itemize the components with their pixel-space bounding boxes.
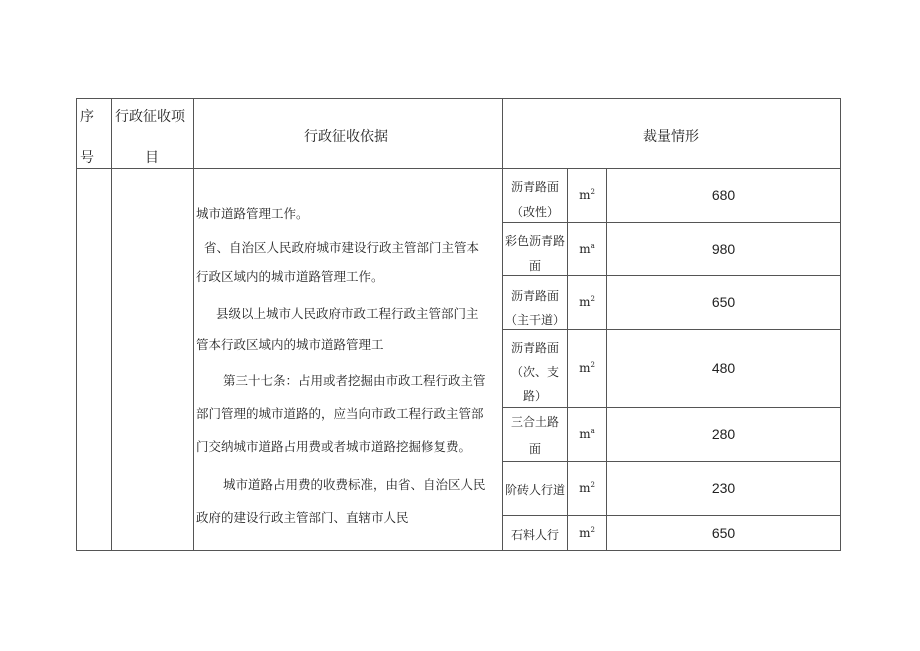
amount-value: 650 [711,525,736,541]
row-separator [502,275,841,276]
header-serial-bottom: 号 [80,150,94,166]
subitem-label: 面 [528,259,541,273]
unit-label: $m^a$ [579,427,595,441]
header-basis: 行政征收依据 [304,129,388,145]
header-discretion: 裁量情形 [643,129,699,145]
subitem-label: 路） [522,389,547,403]
amount-value: 680 [711,187,736,203]
row-separator [502,515,841,516]
basis-line: 省、自治区人民政府城市建设行政主管部门主管本 [204,240,480,255]
subitem-label: 阶砖人行道 [504,483,565,497]
header-bottom-border [76,168,841,169]
row-separator [502,407,841,408]
header-item-bottom: 目 [145,150,159,166]
basis-line: 管本行政区域内的城市道路管理工 [196,337,384,352]
basis-line: 第三十七条：占用或者挖掘由市政工程行政主管 [223,373,486,388]
unit-label: $m^2$ [579,361,595,375]
basis-line: 政府的建设行政主管部门、直辖市人民 [196,510,409,525]
amount-value: 650 [711,294,736,310]
header-item-top: 行政征收项 [115,109,185,125]
subitem-label: 沥青路面 [510,341,559,355]
subitem-label: 沥青路面 [510,180,559,194]
table-left-border [76,98,77,551]
subitem-label: 沥青路面 [510,289,559,303]
unit-label: $m^2$ [579,481,595,495]
subitem-label: 彩色沥青路 [504,234,565,248]
subitem-label: （次、支 [510,365,559,379]
basis-line: 城市道路管理工作。 [196,206,309,221]
row-separator [502,222,841,223]
basis-line: 门交纳城市道路占用费或者城市道路挖掘修复费。 [196,439,472,454]
subitem-label: （改性） [510,205,559,219]
unit-label: $m^2$ [579,295,595,309]
basis-line: 部门管理的城市道路的，应当向市政工程行政主管部 [196,406,484,421]
col-divider-item [193,98,194,551]
table-bottom-border [76,550,841,551]
basis-line: 行政区域内的城市道路管理工作。 [196,269,384,284]
subitem-label: 三合土路 [510,415,559,429]
amount-value: 230 [711,480,736,496]
basis-line: 县级以上城市人民政府市政工程行政主管部门主 [216,306,479,321]
amount-value: 280 [711,426,736,442]
unit-label: $m^2$ [579,526,595,540]
row-separator [502,329,841,330]
header-serial-top: 序 [80,109,94,125]
subitem-label: 石料人行 [510,528,559,542]
table-top-border [76,98,841,99]
amount-value: 480 [711,360,736,376]
unit-label: $m^2$ [579,188,595,202]
subitem-label: （主干道） [504,313,565,327]
row-separator [502,461,841,462]
col-divider-serial [111,98,112,551]
unit-label: $m^a$ [579,242,595,256]
table-right-border [840,98,841,551]
basis-line: 城市道路占用费的收费标准，由省、自治区人民 [223,477,486,492]
subitem-label: 面 [528,442,541,456]
amount-value: 980 [711,241,736,257]
